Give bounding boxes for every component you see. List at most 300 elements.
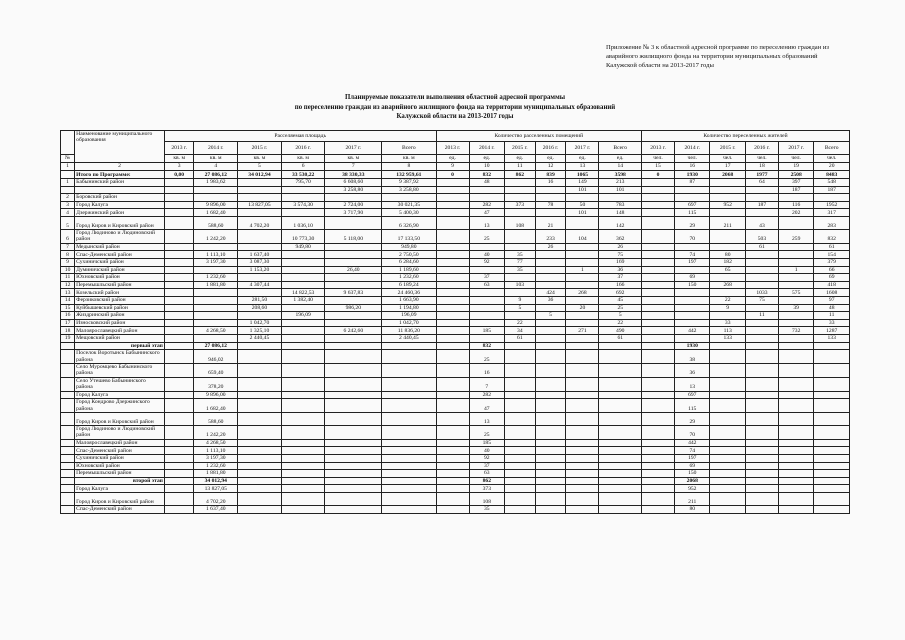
row-value <box>745 425 778 439</box>
row-value: 45 <box>599 296 642 304</box>
header-total: Всего <box>382 142 436 155</box>
row-value <box>238 377 282 391</box>
row-value <box>778 281 813 289</box>
row-value <box>535 327 566 335</box>
row-value: 442 <box>675 327 710 335</box>
row-value <box>436 391 469 399</box>
stage-value <box>382 342 436 350</box>
row-value <box>61 350 75 364</box>
row-value: 9 <box>710 304 745 312</box>
row-value <box>642 229 675 243</box>
row-value: 116 <box>778 201 813 209</box>
stage-row <box>61 342 850 350</box>
row-value <box>535 266 566 274</box>
row-value: 362 <box>599 229 642 243</box>
row-value <box>814 350 850 364</box>
row-value <box>566 281 599 289</box>
row-value <box>505 412 536 425</box>
row-name: Износковский район <box>75 319 165 327</box>
row-value: 101 <box>566 186 599 194</box>
table-row <box>61 266 850 274</box>
row-value <box>566 319 599 327</box>
row-value <box>566 377 599 391</box>
row-value <box>745 492 778 505</box>
row-value <box>778 312 813 320</box>
row-value: 26 <box>599 243 642 251</box>
row-value: 69 <box>675 462 710 470</box>
row-value: 1033 <box>745 289 778 297</box>
row-name: Поселок Воротынск Бабынинского района <box>75 350 165 364</box>
row-value: 5 <box>599 312 642 320</box>
row-value <box>505 470 536 478</box>
row-value <box>325 194 382 202</box>
row-value: 5 400,30 <box>382 209 436 217</box>
row-value <box>436 363 469 377</box>
row-value: 66 <box>814 266 850 274</box>
row-value: 25 <box>469 350 504 364</box>
row-value <box>436 454 469 462</box>
row-value: 36 <box>535 296 566 304</box>
row-value: 185 <box>469 439 504 447</box>
row-value <box>599 454 642 462</box>
row-value: 133 <box>710 334 745 342</box>
row-value <box>382 454 436 462</box>
row-value: 0 <box>642 171 675 179</box>
row-value: 30 021,35 <box>382 201 436 209</box>
row-value <box>238 363 282 377</box>
stage-value: 1930 <box>675 342 710 350</box>
row-name <box>75 186 165 194</box>
stage-value: 832 <box>469 342 504 350</box>
stage-detail-row <box>61 363 850 377</box>
table-row <box>61 194 850 202</box>
header-year: 2015 г. <box>710 142 745 155</box>
header-col-number: 11 <box>505 163 536 171</box>
row-value <box>505 312 536 320</box>
row-value <box>642 319 675 327</box>
row-value <box>778 258 813 266</box>
row-value <box>436 209 469 217</box>
row-value: 1 <box>61 179 75 187</box>
row-value <box>325 243 382 251</box>
stage-value <box>566 477 599 485</box>
row-value: 132 959,61 <box>382 171 436 179</box>
row-value <box>642 209 675 217</box>
row-value: 115 <box>675 399 710 413</box>
stage-detail-row <box>61 350 850 364</box>
row-value: 70 <box>675 229 710 243</box>
row-value <box>566 447 599 455</box>
row-value: 69 <box>675 274 710 282</box>
row-value <box>535 274 566 282</box>
header-col-number: 9 <box>436 163 469 171</box>
row-value <box>325 377 382 391</box>
row-value <box>566 312 599 320</box>
row-value: 80 <box>710 251 745 259</box>
row-value <box>505 186 536 194</box>
row-name: Село Муромцево Бабынинского района <box>75 363 165 377</box>
row-value: 397 <box>778 179 813 187</box>
row-value <box>164 412 194 425</box>
row-value: 11 <box>61 274 75 282</box>
stage-value <box>710 477 745 485</box>
row-value <box>238 179 282 187</box>
row-value: 839 <box>535 171 566 179</box>
row-value: 442 <box>675 439 710 447</box>
header-name: Наименование муниципального образования <box>75 131 165 163</box>
row-value: 6 608,60 <box>325 179 382 187</box>
row-value: 13 <box>469 216 504 229</box>
stage-value <box>814 342 850 350</box>
row-value <box>814 391 850 399</box>
row-name: Город Киров и Кировский район <box>75 412 165 425</box>
row-value <box>164 505 194 513</box>
row-value <box>778 363 813 377</box>
row-value <box>642 243 675 251</box>
row-value: 2508 <box>778 171 813 179</box>
row-value <box>710 391 745 399</box>
row-value <box>599 485 642 493</box>
row-value <box>566 470 599 478</box>
stage-value <box>745 477 778 485</box>
stage-detail-row <box>61 485 850 493</box>
table-row <box>61 229 850 243</box>
row-value: 182 <box>710 258 745 266</box>
row-value: 1952 <box>814 201 850 209</box>
row-value: 13 827,05 <box>194 485 238 493</box>
stage-value <box>436 477 469 485</box>
row-value <box>675 296 710 304</box>
row-value: 187 <box>814 186 850 194</box>
row-value <box>814 505 850 513</box>
row-value <box>535 412 566 425</box>
stage-value <box>164 477 194 485</box>
header-col-number: 17 <box>710 163 745 171</box>
row-value <box>535 363 566 377</box>
row-value <box>535 485 566 493</box>
row-value <box>566 505 599 513</box>
row-value <box>642 399 675 413</box>
header-unit: чел. <box>642 155 675 163</box>
row-value: 3 087,30 <box>238 258 282 266</box>
row-value <box>566 363 599 377</box>
row-value <box>745 399 778 413</box>
table-row <box>61 258 850 266</box>
row-value: 3 197,30 <box>194 258 238 266</box>
table-row <box>61 186 850 194</box>
row-value: 5 <box>535 312 566 320</box>
row-value <box>61 425 75 439</box>
row-value <box>325 296 382 304</box>
row-value <box>599 391 642 399</box>
row-value: 35 <box>505 251 536 259</box>
row-value <box>325 462 382 470</box>
row-name: Город Людиново и Людиновский район <box>75 229 165 243</box>
row-value <box>745 258 778 266</box>
row-value <box>238 243 282 251</box>
table-row <box>61 274 850 282</box>
row-value: 6 326,90 <box>382 216 436 229</box>
stage-detail-row <box>61 439 850 447</box>
table-row <box>61 281 850 289</box>
row-value <box>238 492 282 505</box>
row-value <box>535 447 566 455</box>
table-row <box>61 327 850 335</box>
row-value <box>382 363 436 377</box>
stage-value <box>325 477 382 485</box>
row-value: 283 <box>814 216 850 229</box>
row-value <box>164 194 194 202</box>
row-value <box>675 304 710 312</box>
row-value: 832 <box>469 171 504 179</box>
row-value <box>325 258 382 266</box>
row-value <box>436 350 469 364</box>
row-value <box>642 327 675 335</box>
row-value: 832 <box>814 229 850 243</box>
row-value: 25 <box>469 229 504 243</box>
row-value: 0,00 <box>164 171 194 179</box>
row-value <box>599 363 642 377</box>
row-value <box>436 274 469 282</box>
row-value: 1608 <box>814 289 850 297</box>
row-value: 281,50 <box>238 296 282 304</box>
header-unit: кв. м <box>238 155 282 163</box>
header-col-number: 8 <box>382 163 436 171</box>
row-value <box>535 505 566 513</box>
row-value <box>566 391 599 399</box>
row-value <box>469 304 504 312</box>
row-value <box>710 447 745 455</box>
stage-value <box>238 342 282 350</box>
stage-value <box>778 477 813 485</box>
row-value <box>164 209 194 217</box>
row-value <box>599 377 642 391</box>
row-value: 13 827,05 <box>238 201 282 209</box>
row-value: 503 <box>745 229 778 243</box>
row-value <box>325 492 382 505</box>
stage-value <box>710 342 745 350</box>
row-value <box>599 470 642 478</box>
row-value: 268 <box>566 289 599 297</box>
row-value <box>642 470 675 478</box>
row-value <box>382 485 436 493</box>
row-value <box>194 194 238 202</box>
header-col-number: 5 <box>238 163 282 171</box>
row-value <box>778 377 813 391</box>
row-value <box>710 209 745 217</box>
row-value <box>505 179 536 187</box>
header-total: Всего <box>599 142 642 155</box>
row-value <box>745 505 778 513</box>
row-value: 1 <box>566 266 599 274</box>
row-value: 0 <box>436 171 469 179</box>
row-value <box>642 312 675 320</box>
header-year: 2016 г. <box>745 142 778 155</box>
row-value <box>164 281 194 289</box>
row-value: 48 <box>469 179 504 187</box>
row-value <box>505 391 536 399</box>
row-value <box>505 243 536 251</box>
row-value <box>436 399 469 413</box>
stage-value <box>814 477 850 485</box>
row-value <box>745 447 778 455</box>
row-value: 4 <box>61 209 75 217</box>
row-value <box>436 194 469 202</box>
row-value: 952 <box>710 201 745 209</box>
row-value: 101 <box>599 186 642 194</box>
row-value <box>436 243 469 251</box>
row-value <box>642 334 675 342</box>
row-value: 37 <box>469 462 504 470</box>
row-value <box>566 258 599 266</box>
row-value: 9 637,83 <box>325 289 382 297</box>
header-unit: ед. <box>566 155 599 163</box>
row-value: 4 702,20 <box>238 216 282 229</box>
row-value <box>238 209 282 217</box>
row-value: 373 <box>505 201 536 209</box>
row-value <box>535 454 566 462</box>
row-value <box>469 186 504 194</box>
row-value: 1 881,80 <box>194 470 238 478</box>
row-name: Сухиничский район <box>75 258 165 266</box>
row-value <box>164 258 194 266</box>
table-row <box>61 334 850 342</box>
row-value <box>436 296 469 304</box>
row-value <box>164 363 194 377</box>
row-value: 1 232,60 <box>194 462 238 470</box>
row-value <box>778 194 813 202</box>
row-value <box>675 266 710 274</box>
row-value <box>164 454 194 462</box>
row-value <box>745 304 778 312</box>
stage-value <box>599 477 642 485</box>
stage-value: 27 086,12 <box>194 342 238 350</box>
row-value: 113 <box>710 327 745 335</box>
stage-value <box>281 342 325 350</box>
row-value <box>436 216 469 229</box>
row-value <box>436 425 469 439</box>
row-name: Думиничский район <box>75 266 165 274</box>
row-value <box>778 447 813 455</box>
row-value: 63 <box>469 470 504 478</box>
row-value <box>505 425 536 439</box>
row-value: 17 <box>61 319 75 327</box>
row-value <box>238 447 282 455</box>
header-col-number: 13 <box>566 163 599 171</box>
row-name: Спас-Деменский район <box>75 251 165 259</box>
row-value <box>710 399 745 413</box>
row-value <box>194 312 238 320</box>
row-value <box>281 505 325 513</box>
row-value <box>599 439 642 447</box>
row-value <box>281 251 325 259</box>
stage-value <box>238 477 282 485</box>
document-title <box>240 93 670 122</box>
row-value: 11 836,20 <box>382 327 436 335</box>
row-value <box>745 281 778 289</box>
row-value <box>325 454 382 462</box>
row-value: 169 <box>599 258 642 266</box>
row-value <box>745 209 778 217</box>
header-unit: кв. м <box>325 155 382 163</box>
stage-value <box>325 342 382 350</box>
row-value <box>745 319 778 327</box>
row-value: 1 242,20 <box>194 229 238 243</box>
row-value: 8483 <box>814 171 850 179</box>
header-year: 2014 г. <box>469 142 504 155</box>
row-value <box>599 399 642 413</box>
row-value <box>281 377 325 391</box>
stage-detail-row <box>61 412 850 425</box>
row-value <box>469 312 504 320</box>
row-value <box>675 334 710 342</box>
row-value: 36 <box>599 266 642 274</box>
row-value <box>642 258 675 266</box>
header-unit: кв. м <box>281 155 325 163</box>
row-value <box>675 319 710 327</box>
row-value <box>238 194 282 202</box>
row-value <box>505 363 536 377</box>
row-value: 10 <box>61 266 75 274</box>
row-value <box>281 186 325 194</box>
row-value <box>505 485 536 493</box>
row-value <box>325 216 382 229</box>
row-value: 1 113,10 <box>194 251 238 259</box>
row-value <box>535 258 566 266</box>
row-value <box>710 462 745 470</box>
row-value: 61 <box>814 243 850 251</box>
stage-detail-row <box>61 399 850 413</box>
stage-detail-row <box>61 425 850 439</box>
row-value <box>814 492 850 505</box>
row-value <box>194 186 238 194</box>
row-value: 104 <box>566 229 599 243</box>
row-value: 187 <box>778 186 813 194</box>
row-value: 101 <box>566 209 599 217</box>
stage-value <box>281 477 325 485</box>
row-value <box>281 454 325 462</box>
row-value: 47 <box>469 209 504 217</box>
row-value <box>535 281 566 289</box>
row-value <box>778 391 813 399</box>
row-name: Итого по Программе: <box>75 171 165 179</box>
row-value: 317 <box>814 209 850 217</box>
row-value <box>469 289 504 297</box>
row-value: 196,09 <box>382 312 436 320</box>
row-value <box>505 439 536 447</box>
row-value <box>745 470 778 478</box>
row-value <box>778 462 813 470</box>
row-value <box>164 350 194 364</box>
row-name: Малоярославецкий район <box>75 327 165 335</box>
header-year: 2014 г. <box>675 142 710 155</box>
table-row <box>61 289 850 297</box>
stage-value: 34 012,94 <box>194 477 238 485</box>
row-value <box>814 399 850 413</box>
row-value <box>535 391 566 399</box>
row-value: 1977 <box>745 171 778 179</box>
row-value <box>325 319 382 327</box>
stage-value <box>535 342 566 350</box>
header-no <box>61 131 75 155</box>
row-value: 61 <box>505 334 536 342</box>
row-value <box>814 447 850 455</box>
row-value <box>642 266 675 274</box>
row-value: 1065 <box>566 171 599 179</box>
row-value <box>325 425 382 439</box>
row-value <box>194 289 238 297</box>
row-name: Спас-Деменский район <box>75 447 165 455</box>
